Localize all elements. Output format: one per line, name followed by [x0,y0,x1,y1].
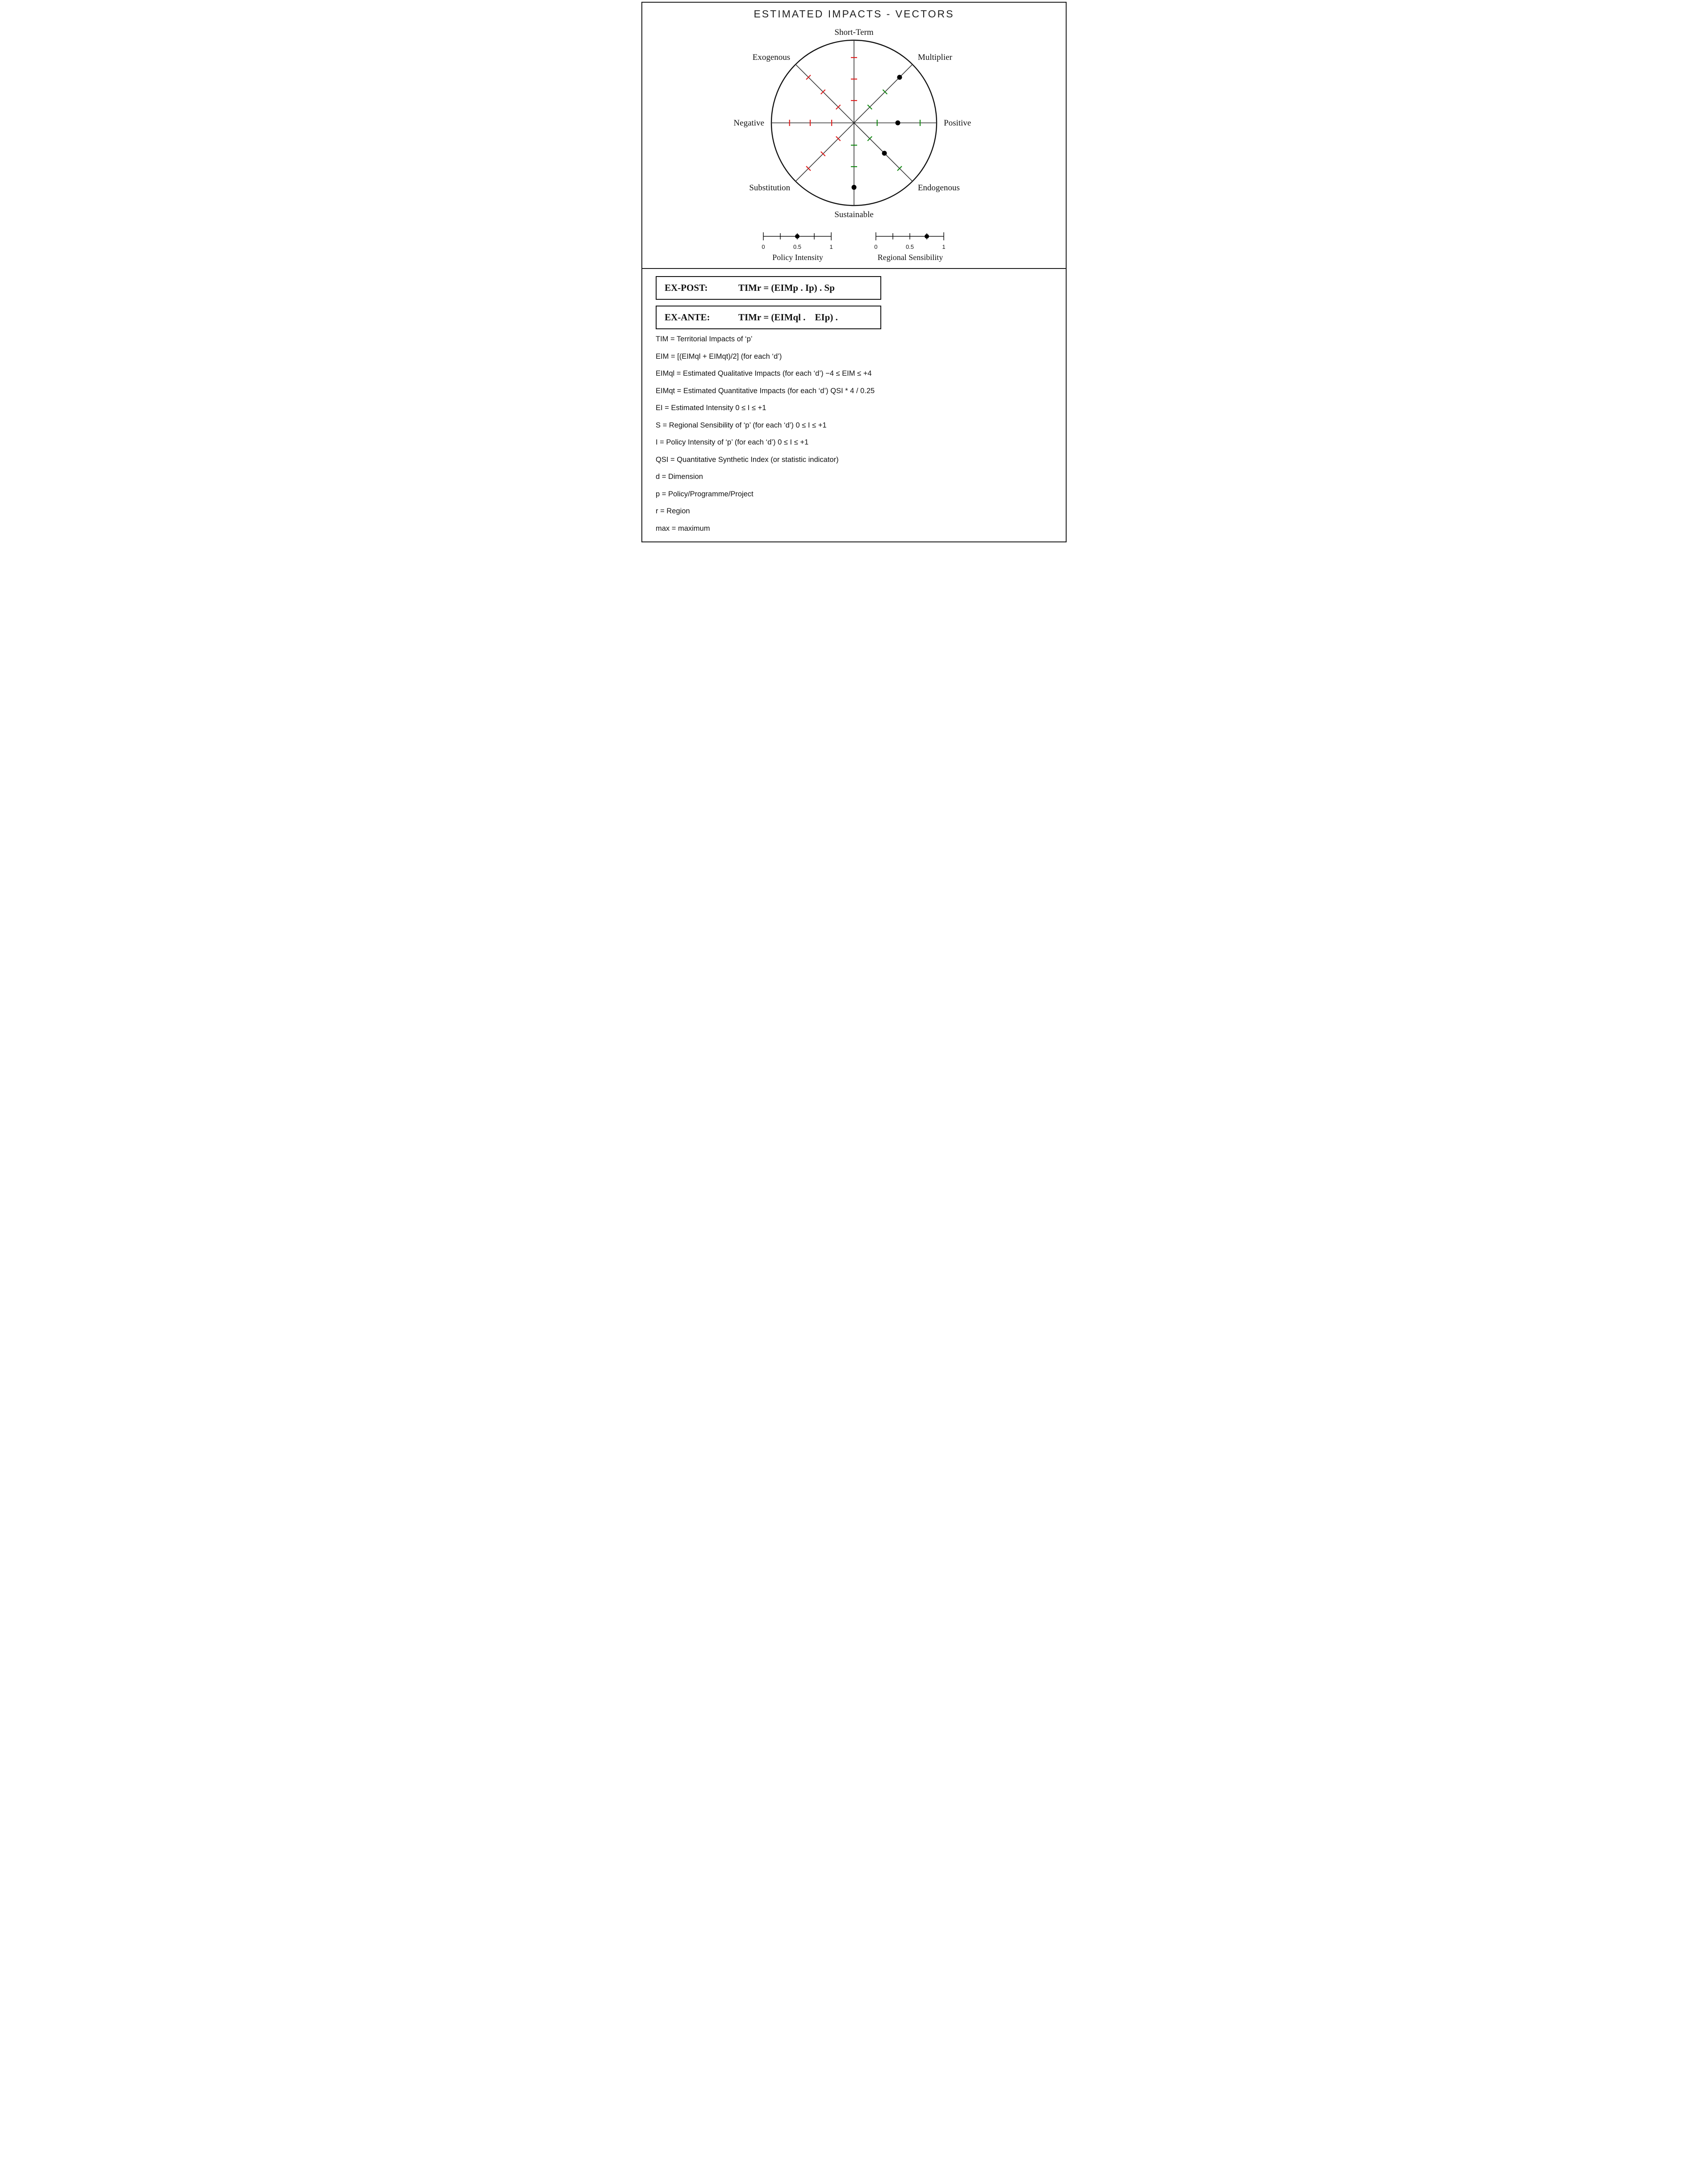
definition-line: S = Regional Sensibility of ‘p’ (for each ‘d’) 0 ≤ I ≤ +1 [656,421,827,429]
policy-intensity-scale-svg [760,230,836,252]
formula-box-ex-post [656,276,881,300]
scale-policy-intensity [760,230,836,262]
axis-multiplier [854,53,953,123]
formulas-and-definitions-section [642,269,1066,541]
definition-line: d = Dimension [656,473,703,481]
scale-tick-label: 0 [762,243,765,250]
definition-line: EIMql = Estimated Qualitative Impacts (for each ‘d’) −4 ≤ EIM ≤ +4 [656,369,872,378]
axis-label-short-term: Short-Term [834,28,874,37]
axis-label-endogenous: Endogenous [917,183,960,193]
definition-line: EIMqt = Estimated Quantitative Impacts (for each ‘d’) QSI * 4 / 0.25 [656,386,875,395]
axis-negative [733,118,854,128]
scale-regional-sensibility [872,230,948,262]
axis-label-positive: Positive [944,118,971,128]
axis-line [795,64,854,123]
scale-tick-label: 0.5 [905,243,914,250]
definition-line: max = maximum [656,524,710,533]
page [641,2,1067,542]
vector-diagram-section [642,3,1066,269]
axis-label-multiplier: Multiplier [917,53,952,63]
axis-short-term [834,28,874,123]
axis-endogenous [854,123,960,193]
scale-value-dot [925,234,929,239]
definition-line: I = Policy Intensity of ‘p’ (for each ‘d’) 0 ≤ I ≤ +1 [656,438,809,446]
scale-tick-label: 0.5 [793,243,802,250]
axis-label-sustainable: Sustainable [834,210,874,219]
scale-value-dot [795,234,800,239]
definition-line: QSI = Quantitative Synthetic Index (or statistic indicator) [656,455,839,464]
vector-compass-diagram [642,21,1066,229]
axis-positive [854,118,971,128]
formula-box-ex-ante [656,306,881,329]
data-point-dot [852,185,857,190]
regional-sensibility-scale-svg [872,230,948,252]
scale-tick-label: 0 [874,243,878,250]
data-point-dot [896,121,900,126]
formula-expression-ex-post: TIMr = (EIMp . Ip) . Sp [738,282,835,293]
definition-line: p = Policy/Programme/Project [656,490,754,498]
definition-line: TIM = Territorial Impacts of ‘p’ [656,335,753,343]
axis-exogenous [753,53,854,123]
diagram-title: ESTIMATED IMPACTS - VECTORS [754,8,954,20]
scale-tick-label: 1 [829,243,833,250]
axis-label-exogenous: Exogenous [752,53,791,63]
formula-expression-ex-ante: TIMr = (EIMql . EIp) . [738,312,838,323]
definitions-list [656,335,1055,533]
scales-row [642,230,1066,262]
axis-line [795,123,854,181]
scale-tick-label: 1 [942,243,946,250]
axis-line [854,64,913,123]
axis-label-negative: Negative [733,118,764,128]
data-point-dot [897,75,902,80]
definition-line: r = Region [656,507,690,515]
data-point-dot [882,151,887,156]
formula-label-ex-ante: EX-ANTE: [665,312,710,323]
axis-label-substitution: Substitution [749,183,791,193]
scale-title-regional-sensibility: Regional Sensibility [877,253,943,262]
scale-title-policy-intensity: Policy Intensity [772,253,823,262]
definition-line: EI = Estimated Intensity 0 ≤ I ≤ +1 [656,404,766,412]
formula-label-ex-post: EX-POST: [665,282,708,293]
definition-line: EIM = [(EIMql + EIMqt)/2] (for each ‘d’) [656,352,782,361]
axis-substitution [749,123,854,193]
